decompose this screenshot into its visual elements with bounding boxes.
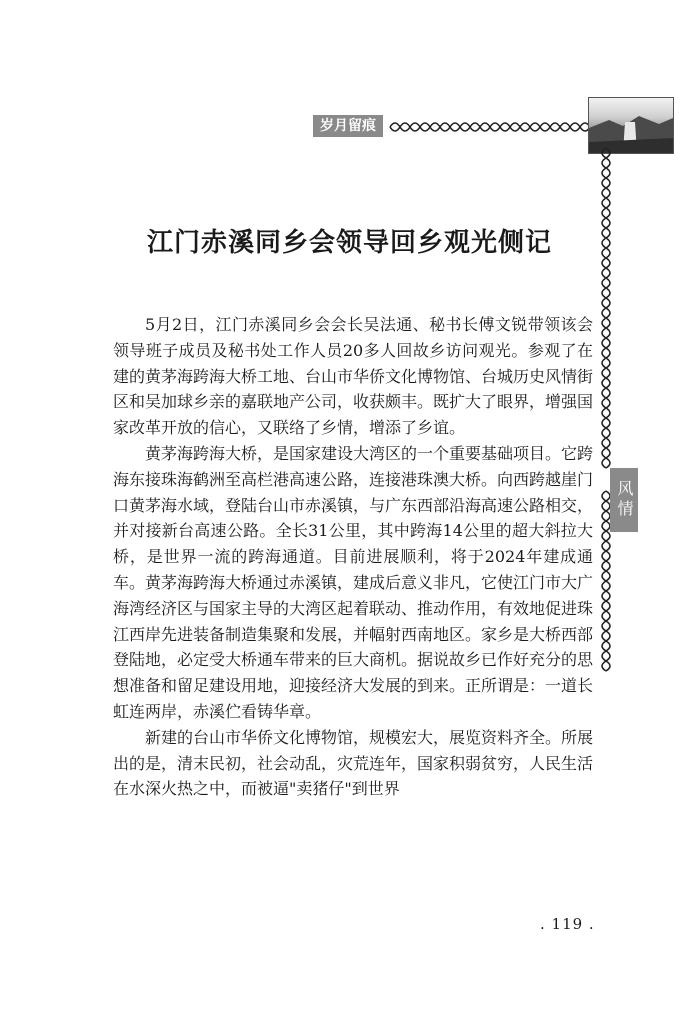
side-section-tab: 风情 <box>610 468 638 532</box>
decorative-top-border <box>388 117 590 137</box>
paragraph: 新建的台山市华侨文化博物馆，规模宏大，展览资料齐全。所展出的是，清末民初，社会动乱，灾荒连年，国家积弱贫穷，人民生活在水深火热之中，而被逼"卖猪仔"到世界 <box>113 727 594 799</box>
page-number: . 119 . <box>540 915 595 933</box>
paragraph: 黄茅海跨海大桥，是国家建设大湾区的一个重要基础项目。它跨海东接珠海鹤洲至高栏港高速公路，连接港珠澳大桥。向西跨越崖门口黄茅海水域，登陆台山市赤溪镇，与广东西部沿海高速公路相交，并对接新台高速公路。全长31公里，其中跨海14公里的超大斜拉大桥，是世界一流的跨海通道。目前进展顺利，将于2024年建成通车。黄茅海跨海大桥通过赤溪镇，建成后意义非凡，它使江门市大广海湾经济区与国家主导的大湾区起着联动、推动作用，有效地促进珠江西岸先进装备制造集聚和发展，并幅射西南地区。家乡是大桥西部登陆地，必定受大桥通车带来的巨大商机。据说故乡已作好充分的思想准备和留足建设用地，迎接经济大发展的到来。正所谓是：一道长虹连两岸，赤溪伫看铸华章。 <box>113 443 594 721</box>
article-title: 江门赤溪同乡会领导回乡观光侧记 <box>146 228 552 258</box>
section-label: 岁月留痕 <box>313 115 383 137</box>
article-body <box>113 312 593 802</box>
paragraph: 5月2日，江门赤溪同乡会会长吴法通、秘书长傅文锐带领该会领导班子成员及秘书处工作人员20多人回故乡访问观光。参观了在建的黄茅海跨海大桥工地、台山市华侨文化博物馆、台城历史风情街区和吴加球乡亲的嘉联地产公司，收获颇丰。既扩大了眼界，增强国家改革开放的信心，又联络了乡情，增添了乡谊。 <box>113 315 594 438</box>
